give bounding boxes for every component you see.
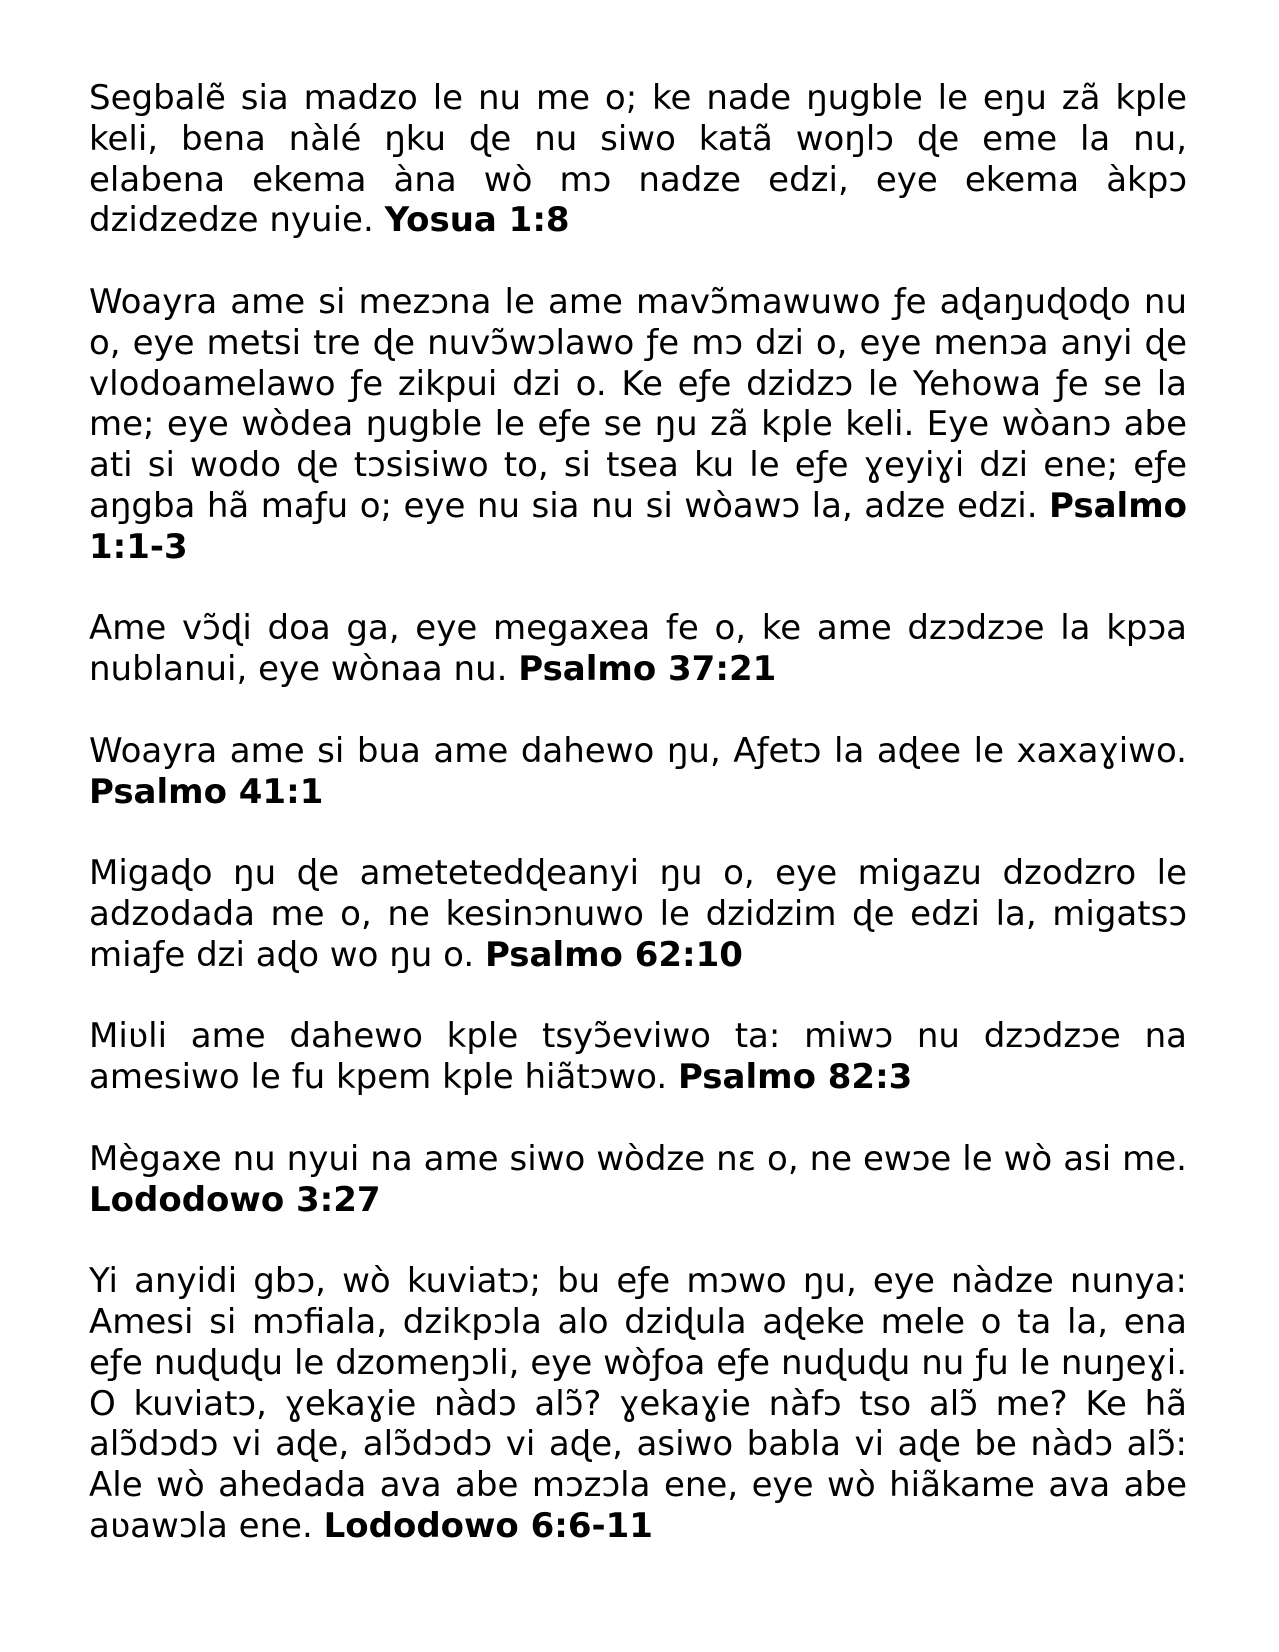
verse-paragraph — [89, 1016, 1187, 1098]
verse-paragraph — [89, 1261, 1187, 1547]
verse-reference: Psalmo 41:1 — [89, 771, 324, 812]
verse-text: Ame vɔ̃ɖi doa ga, eye megaxea fe o, ke ame dzɔdzɔe la kpɔa nublanui, eye wònaa nu. — [89, 608, 1187, 690]
verse-reference: Yosua 1:8 — [384, 200, 570, 241]
verse-reference: Psalmo 62:10 — [484, 934, 743, 975]
verse-text: Migaɖo ŋu ɖe ametetedɖeanyi ŋu o, eye migazu dzodzro le adzodada me o, ne kesinɔnuwo le dzidzim ɖe edzi la, migatsɔ miaƒe dzi aɖo wo ŋu o. — [89, 853, 1187, 975]
verse-paragraph — [89, 78, 1187, 241]
verse-paragraph — [89, 282, 1187, 568]
verse-reference: Psalmo 82:3 — [677, 1057, 913, 1098]
verse-paragraph — [89, 608, 1187, 690]
verse-paragraph — [89, 1139, 1187, 1221]
verse-text: Woayra ame si bua ame dahewo ŋu, Aƒetɔ la aɖee le xaxaɣiwo. — [89, 730, 1187, 771]
verse-reference: Lododowo 3:27 — [89, 1179, 381, 1220]
verse-paragraph — [89, 853, 1187, 975]
verse-reference: Lododowo 6:6-11 — [323, 1505, 653, 1546]
scripture-page — [89, 78, 1187, 1587]
verse-text: Miʋli ame dahewo kple tsyɔ̃eviwo ta: miwɔ nu dzɔdzɔe na amesiwo le fu kpem kple hiãtɔwo. — [89, 1016, 1187, 1098]
verse-paragraph — [89, 731, 1187, 813]
verse-text: Woayra ame si mezɔna le ame mavɔ̃mawuwo ƒe aɖaŋuɖoɖo nu o, eye metsi tre ɖe nuvɔ̃wɔlawo ƒe mɔ dzi o, eye menɔa anyi ɖe vlodoamelawo ƒe zikpui dzi o. Ke eƒe dzidzɔ le Yehowa ƒe se la me; eye wòdea ŋugble le eƒe se ŋu zã kple keli. Eye wòanɔ abe ati si wodo ɖe tɔsisiwo to, si tsea ku le eƒe ɣeyiɣi dzi ene; eƒe aŋgba hã maƒu o; eye nu sia nu si wòawɔ la, adze edzi. — [89, 281, 1187, 526]
verse-reference: Psalmo 1:1-3 — [89, 485, 1187, 567]
verse-text: Mègaxe nu nyui na ame siwo wòdze nɛ o, ne ewɔe le wò asi me. — [89, 1138, 1187, 1179]
verse-reference: Psalmo 37:21 — [518, 649, 777, 690]
verse-text: Segbalẽ sia madzo le nu me o; ke nade ŋugble le eŋu zã kple keli, bena nàlé ŋku ɖe nu siwo katã woŋlɔ ɖe eme la nu, elabena ekema àna wò mɔ nadze edzi, eye ekema àkpɔ dzidzedze nyuie. — [89, 78, 1187, 241]
verse-text: Yi anyidi gbɔ, wò kuviatɔ; bu eƒe mɔwo ŋu, eye nàdze nunya: Amesi si mɔfiala, dzikpɔla alo dziɖula aɖeke mele o ta la, ena eƒe nuɖuɖu le dzomeŋɔli, eye wòƒoa eƒe nuɖuɖu nu ƒu le nuŋeɣi. O kuviatɔ, ɣekaɣie nàdɔ alɔ̃? ɣekaɣie nàfɔ tso alɔ̃ me? Ke hã alɔ̃dɔdɔ vi aɖe, alɔ̃dɔdɔ vi aɖe, asiwo babla vi aɖe be nàdɔ alɔ̃: Ale wò ahedada ava abe mɔzɔla ene, eye wò hiãkame ava abe aʋawɔla ene. — [89, 1261, 1187, 1546]
